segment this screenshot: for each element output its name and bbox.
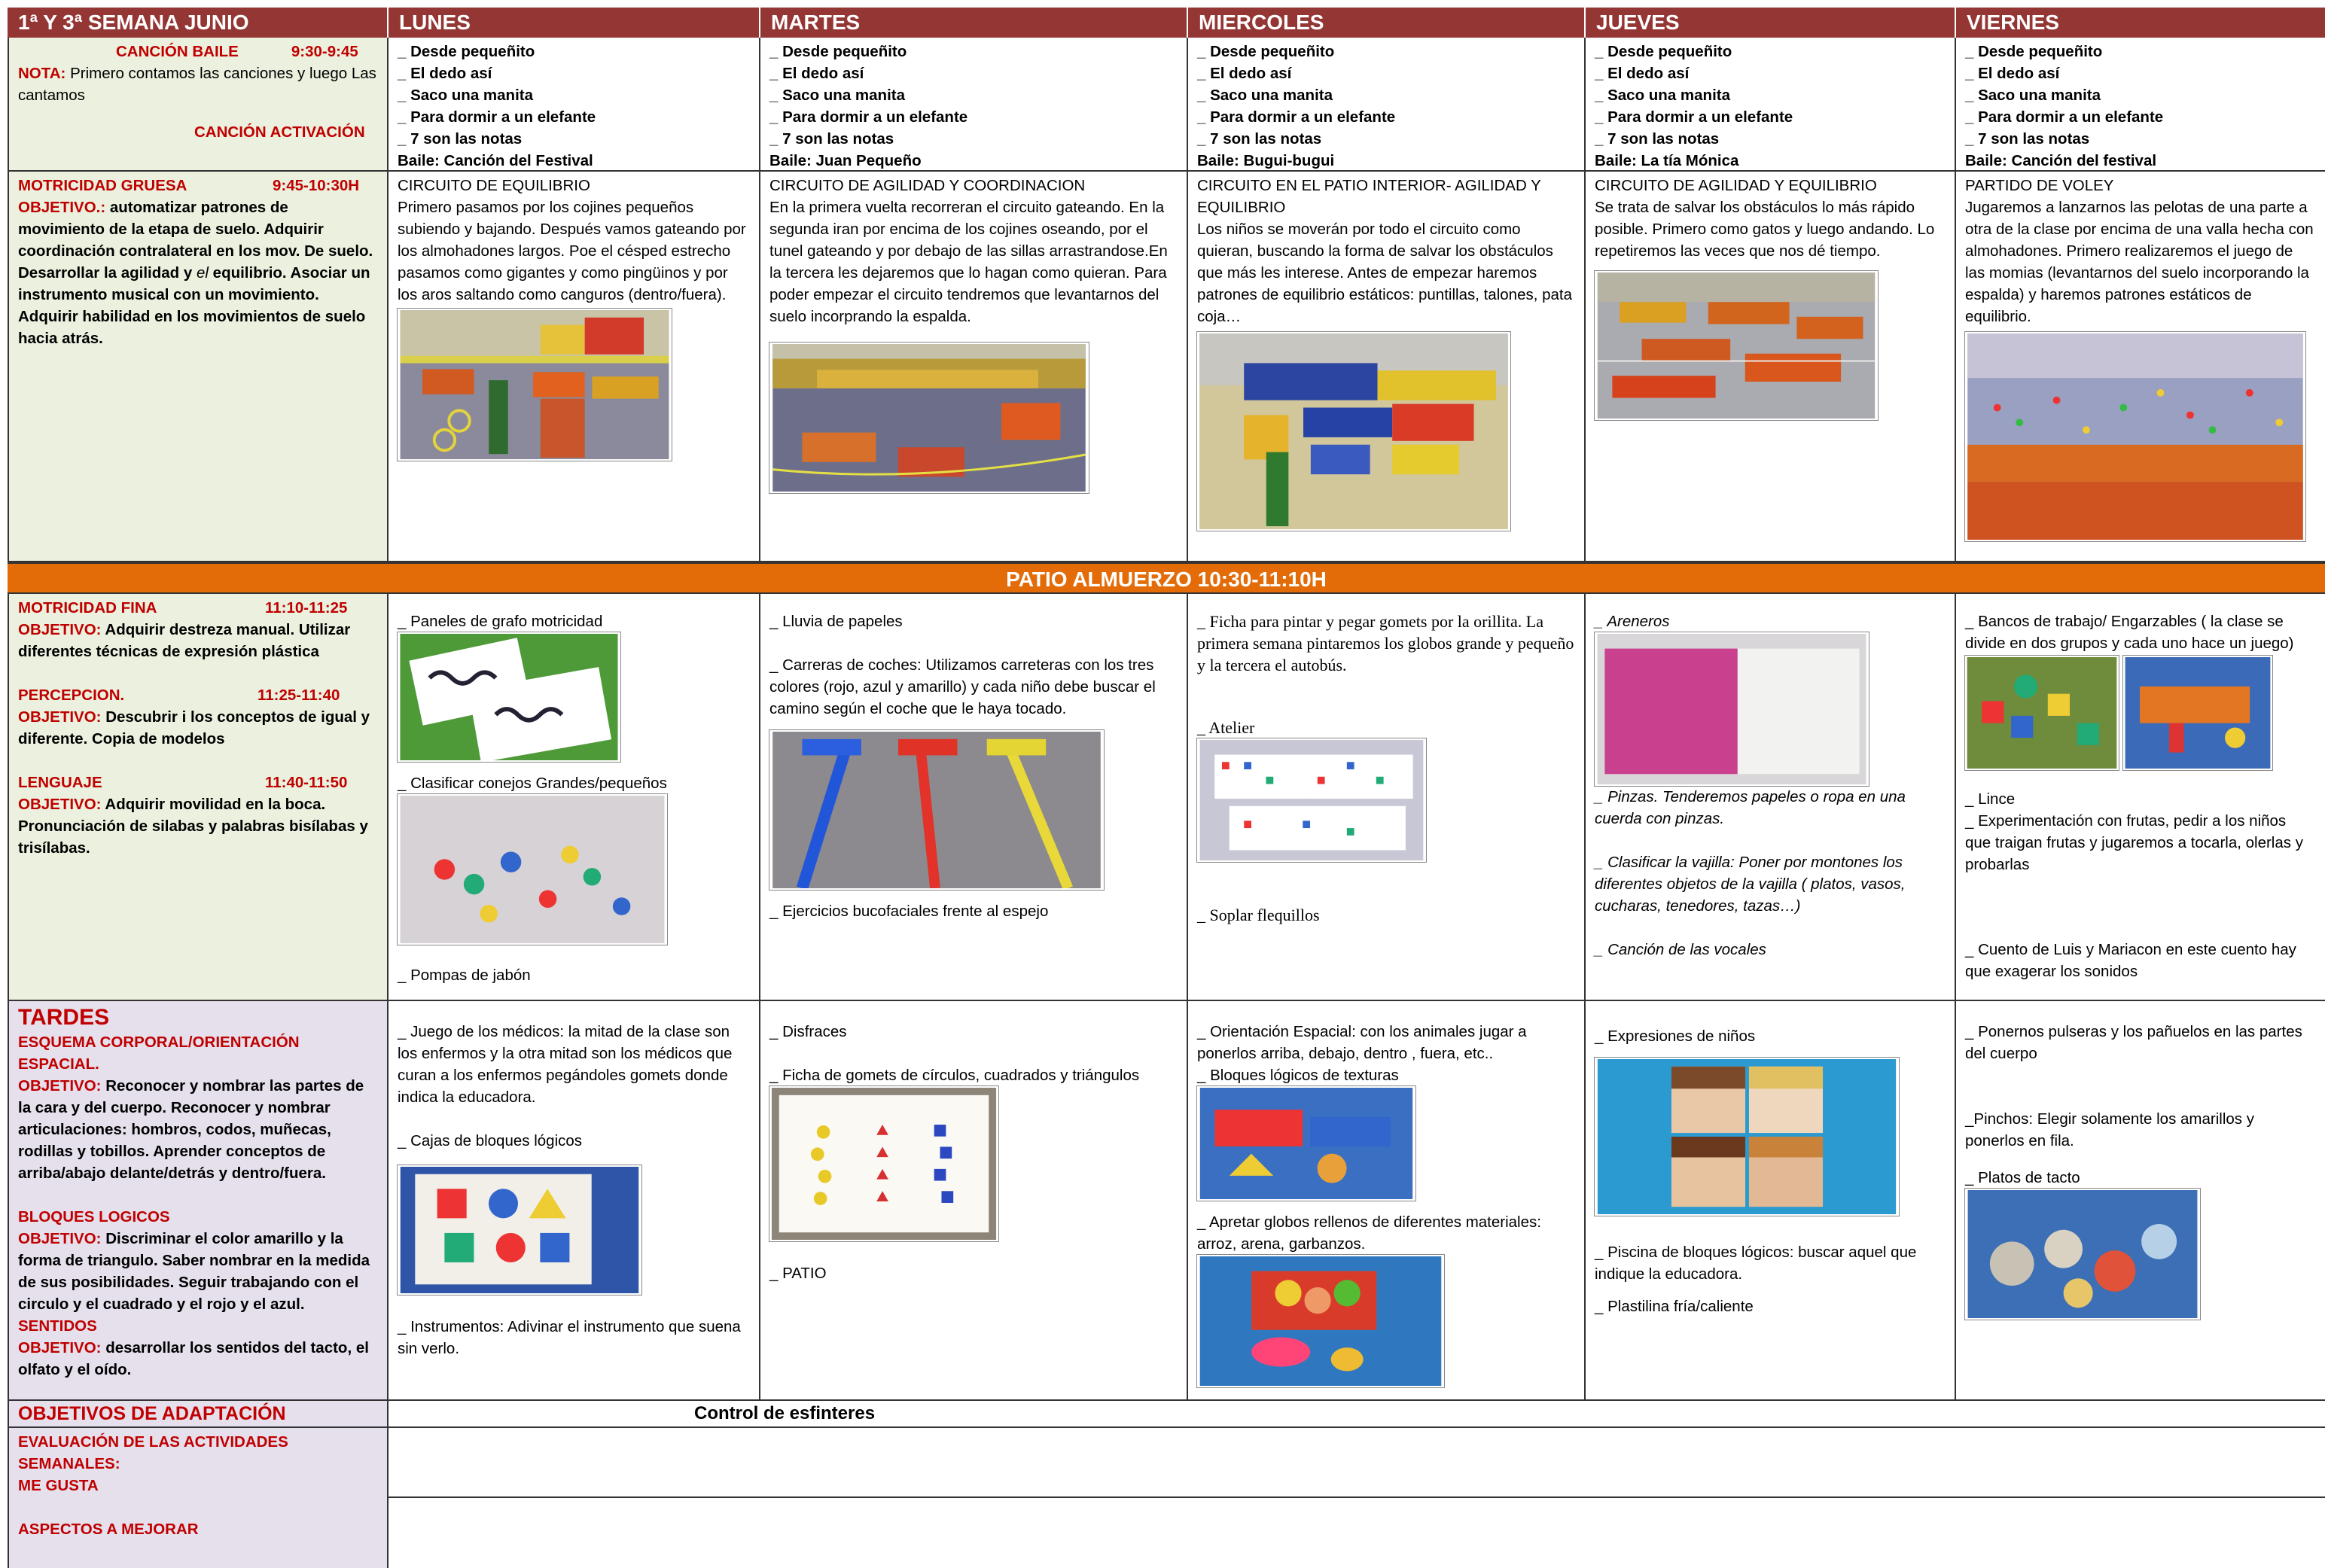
baile-lunes: Baile: Canción del Festival xyxy=(398,152,593,169)
baile-miercoles: Baile: Bugui-bugui xyxy=(1197,152,1335,169)
car-roads-photo xyxy=(769,730,1104,890)
songs-jueves: _ Desde pequeñito _ El dedo así _ Saco una manita _ Para dormir a un elefante _ 7 son las notas Baile: La tía Mónica xyxy=(1586,38,1956,172)
cancion-baile-heading: CANCIÓN BAILE 9:30-9:45 xyxy=(116,43,358,60)
sentidos-heading: SENTIDOS xyxy=(18,1317,97,1335)
activity-viernes-gruesa: PARTIDO DE VOLEY Jugaremos a lanzarnos las pelotas de una parte a otra de la clase por encima de una valla hecha con almohadones. Primero realizaremos el juego de las momias (levantarnos del suelo incorporando la espalda) y haremos patrones estáticos de equilibrio. xyxy=(1956,172,2325,562)
activity-martes-gruesa: CIRCUITO DE AGILIDAD Y COORDINACION En la primera vuelta recorreran el circuito gateando. En la segunda iran por encima de los cojines oseando, por el tunel gateando y por debajo de las sillas arrastrandose.En la tercera les dejaremos que lo hagan como quieran. Para poder empezar el circuito tendremos que levantarnos del suelo incorprando la espalda. xyxy=(760,172,1188,562)
header-day-miercoles: MIERCOLES xyxy=(1188,8,1586,38)
gym-circuit-photo xyxy=(769,343,1089,493)
row-label-evaluacion: EVALUACIÓN DE LAS ACTIVIDADES SEMANALES: ME GUSTA ASPECTOS A MEJORAR xyxy=(8,1428,389,1568)
header-day-jueves: JUEVES xyxy=(1586,8,1956,38)
songs-martes: _ Desde pequeñito _ El dedo así _ Saco una manita _ Para dormir a un elefante _ 7 son las notas Baile: Juan Pequeño xyxy=(760,38,1188,172)
control-esfinteres: Control de esfinteres xyxy=(389,1401,2325,1428)
children-expressions-photo xyxy=(1595,1058,1899,1216)
atelier-cards-photo xyxy=(1197,738,1426,862)
gym-circuit-photo xyxy=(398,309,672,461)
activity-jueves-fina: _ Areneros _ Pinzas. Tenderemos papeles o ropa en una cuerda con pinzas. _ Clasificar la vajilla: Poner por montones los diferentes objetos de la vajilla ( platos, vasos, cucharas, tenedores, tazas…) _ Canción de las vocales xyxy=(1586,594,1956,1001)
activity-jueves-gruesa: CIRCUITO DE AGILIDAD Y EQUILIBRIO Se trata de salvar los obstáculos lo más rápido posible. Primero como gatos y luego andando. Lo repetiremos las veces que nos dé tiempo. xyxy=(1586,172,1956,562)
grafo-panels-photo xyxy=(398,632,620,762)
lenguaje-objetivo: OBJETIVO: Adquirir movilidad en la boca. Pronunciación de silabas y palabras bisílabas y trisílabas. xyxy=(18,796,368,857)
rabbits-sorting-photo xyxy=(398,794,667,945)
cancion-activacion: CANCIÓN ACTIVACIÓN xyxy=(194,123,365,141)
logic-blocks-box-photo xyxy=(398,1165,641,1295)
row-label-motricidad-gruesa xyxy=(8,172,389,562)
tardes-title: TARDES xyxy=(18,1005,110,1030)
aspectos-mejorar-label: ASPECTOS A MEJORAR xyxy=(18,1521,199,1538)
activity-jueves-tarde: _ Expresiones de niños _ Piscina de bloques lógicos: buscar aquel que indique la educadora. _ Plastilina fría/caliente xyxy=(1586,1001,1956,1401)
row-label-cancion xyxy=(8,38,389,172)
activity-miercoles-gruesa: CIRCUITO EN EL PATIO INTERIOR- AGILIDAD Y EQUILIBRIO Los niños se moverán por todo el circuito como quieran, buscando la forma de salvar los obstáculos que más les interese. Antes de empezar haremos patrones de equilibrio estáticos: puntillas, talones, pata coja… xyxy=(1188,172,1586,562)
motricidad-gruesa-heading: MOTRICIDAD GRUESA 9:45-10:30H xyxy=(18,177,360,194)
row-label-manana-tardia xyxy=(8,594,389,1001)
activity-lunes-tarde: _ Juego de los médicos: la mitad de la clase son los enfermos y la otra mitad son los médicos que curan a los enfermos pegándoles gomets donde indica la educadora. _ Cajas de bloques lógicos _ Instrumentos: Adivinar el instrumento que suena sin verlo. xyxy=(389,1001,760,1401)
me-gusta-field[interactable] xyxy=(389,1428,2325,1498)
row-label-adaptacion: OBJETIVOS DE ADAPTACIÓN xyxy=(8,1401,389,1428)
motricidad-gruesa-objetivo: OBJETIVO.: automatizar patrones de movimiento de la etapa de suelo. Adquirir coordinación contralateral en los mov. De suelo. Desarrollar la agilidad y el equilibrio. Asociar un instrumento musical con un movimiento. Adquirir habilidad en los movimientos de suelo hacia atrás. xyxy=(18,199,373,347)
sentidos-objetivo: OBJETIVO: desarrollar los sentidos del tacto, el olfato y el oído. xyxy=(18,1339,369,1378)
header-title: 1ª Y 3ª SEMANA JUNIO xyxy=(8,8,389,38)
aspectos-mejorar-field[interactable] xyxy=(389,1498,2325,1568)
activity-miercoles-fina: _ Ficha para pintar y pegar gomets por la orillita. La primera semana pintaremos los globos grande y pequeño y la tercera el autobús. _ Atelier _ Soplar flequillos xyxy=(1188,594,1586,1001)
baile-jueves: Baile: La tía Mónica xyxy=(1595,152,1739,169)
sandbox-trays-photo xyxy=(1595,632,1869,786)
touch-plates-photo xyxy=(1965,1189,2200,1320)
songs-viernes: _ Desde pequeñito _ El dedo así _ Saco una manita _ Para dormir a un elefante _ 7 son las notas Baile: Canción del festival xyxy=(1956,38,2325,172)
filled-balloons-photo xyxy=(1197,1255,1444,1387)
header-day-lunes: LUNES xyxy=(389,8,760,38)
activity-lunes-gruesa: CIRCUITO DE EQUILIBRIO Primero pasamos por los cojines pequeños subiendo y bajando. Después vamos gateando por los almohadones largos. Poe el césped estrecho pasamos como gigantes y como pingüinos y por los aros saltando como canguros (dentro/fuera). xyxy=(389,172,760,562)
bloques-logicos-objetivo: OBJETIVO: Discriminar el color amarillo y la forma de triangulo. Saber nombrar en la medida de sus posibilidades. Seguir trabajando con el circulo y el cuadrado y el rojo y el azul. xyxy=(18,1230,370,1313)
activity-viernes-fina: _ Bancos de trabajo/ Engarzables ( la clase se divide en dos grupos y cada uno hace un juego) _ Lince _ Experimentación con frutas, pedir a los niños que traigan frutas y jugaremos a tocarla, olerlas y probarlas _ Cuento de Luis y Mariacon en este cuento hay que exagerar los sonidos xyxy=(1956,594,2325,1001)
row-label-tardes xyxy=(8,1001,389,1401)
motricidad-fina-objetivo: OBJETIVO: Adquirir destreza manual. Utilizar diferentes técnicas de expresión plástica xyxy=(18,621,351,660)
gomets-sheet-photo xyxy=(769,1086,998,1241)
texture-blocks-photo xyxy=(1197,1086,1415,1201)
baile-martes: Baile: Juan Pequeño xyxy=(769,152,922,169)
songs-miercoles: _ Desde pequeñito _ El dedo así _ Saco una manita _ Para dormir a un elefante _ 7 son las notas Baile: Bugui-bugui xyxy=(1188,38,1586,172)
gym-circuit-photo xyxy=(1595,271,1878,420)
header-day-martes: MARTES xyxy=(760,8,1188,38)
esquema-corporal-heading: ESQUEMA CORPORAL/ORIENTACIÓN ESPACIAL. xyxy=(18,1034,300,1073)
gym-circuit-photo xyxy=(1197,332,1510,531)
building-toys-photo xyxy=(1965,656,2119,770)
header-day-viernes: VIERNES xyxy=(1956,8,2325,38)
patio-almuerzo-band: PATIO ALMUERZO 10:30-11:10H xyxy=(8,562,2325,594)
activity-viernes-tarde: _ Ponernos pulseras y los pañuelos en las partes del cuerpo _Pinchos: Elegir solamente los amarillos y ponerlos en fila. _ Platos de tacto xyxy=(1956,1001,2325,1401)
toy-bench-photo xyxy=(2123,656,2272,770)
activity-lunes-fina: _ Paneles de grafo motricidad _ Clasificar conejos Grandes/pequeños _ Pompas de jabón xyxy=(389,594,760,1001)
motricidad-fina-heading: MOTRICIDAD FINA 11:10-11:25 xyxy=(18,599,348,617)
percepcion-heading: PERCEPCION. 11:25-11:40 xyxy=(18,687,340,704)
activity-miercoles-tarde: _ Orientación Espacial: con los animales jugar a ponerlos arriba, debajo, dentro , fuera, etc.. _ Bloques lógicos de texturas _ Apretar globos rellenos de diferentes materiales: arroz, arena, garbanzos. xyxy=(1188,1001,1586,1401)
lenguaje-heading: LENGUAJE 11:40-11:50 xyxy=(18,774,348,791)
bloques-logicos-heading: BLOQUES LOGICOS xyxy=(18,1208,170,1225)
activity-martes-tarde: _ Disfraces _ Ficha de gomets de círculos, cuadrados y triángulos _ PATIO xyxy=(760,1001,1188,1401)
gym-balls-photo xyxy=(1965,332,2305,541)
songs-lunes: _ Desde pequeñito _ El dedo así _ Saco una manita _ Para dormir a un elefante _ 7 son las notas Baile: Canción del Festival xyxy=(389,38,760,172)
me-gusta-label: ME GUSTA xyxy=(18,1477,99,1494)
baile-viernes: Baile: Canción del festival xyxy=(1965,152,2157,169)
percepcion-objetivo: OBJETIVO: Descubrir i los conceptos de igual y diferente. Copia de modelos xyxy=(18,708,370,747)
activity-martes-fina: _ Lluvia de papeles _ Carreras de coches: Utilizamos carreteras con los tres colores (rojo, azul y amarillo) y cada niño debe buscar el camino según el coche que le haya tocado. _ Ejercicios bucofaciales frente al espejo xyxy=(760,594,1188,1001)
nota: NOTA: Primero contamos las canciones y luego Las cantamos xyxy=(18,65,376,104)
esquema-corporal-objetivo: OBJETIVO: Reconocer y nombrar las partes de la cara y del cuerpo. Reconocer y nombrar articulaciones: hombros, codos, muñecas, rodillas y tobillos. Aprender conceptos de arriba/abajo delante/detrás y dentro/fuera. xyxy=(18,1077,364,1182)
